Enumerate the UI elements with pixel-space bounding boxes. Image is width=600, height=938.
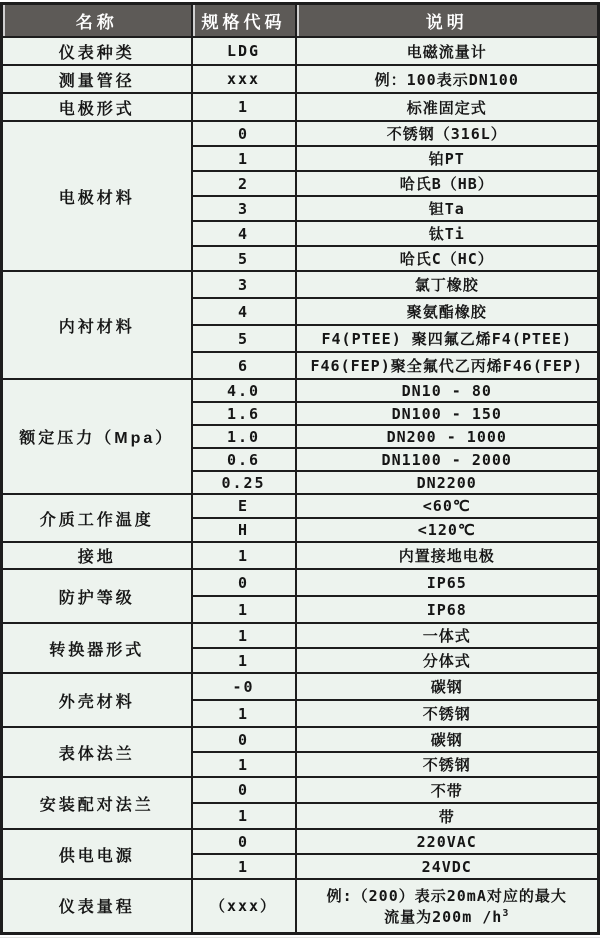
desc-cell: 电磁流量计: [296, 37, 599, 65]
section-name-cell: 仪表种类: [2, 37, 192, 65]
section-name-cell: 电极形式: [2, 93, 192, 121]
code-cell: 0: [192, 569, 296, 596]
desc-cell: 钽Ta: [296, 196, 599, 221]
code-cell: H: [192, 518, 296, 542]
code-cell: LDG: [192, 37, 296, 65]
desc-cell: <60℃: [296, 494, 599, 518]
desc-cell: 碳钢: [296, 673, 599, 700]
table-row: [2, 379, 599, 402]
desc-cell: 氯丁橡胶: [296, 271, 599, 298]
desc-cell: [296, 879, 599, 933]
code-cell: 4: [192, 221, 296, 246]
desc-cell: <120℃: [296, 518, 599, 542]
section-name-cell: 接地: [2, 542, 192, 569]
section-name-cell: 内衬材料: [2, 271, 192, 379]
desc-cell: F4(PTEE) 聚四氟乙烯F4(PTEE): [296, 325, 599, 352]
code-cell: 1: [192, 146, 296, 171]
code-cell: 3: [192, 271, 296, 298]
table-row: [2, 879, 599, 933]
code-cell: 1: [192, 542, 296, 569]
desc-cell: 不锈钢: [296, 752, 599, 777]
code-cell: 1: [192, 700, 296, 727]
desc-cell: 带: [296, 803, 599, 829]
section-name-cell: 电极材料: [2, 121, 192, 271]
table-row: [2, 271, 599, 298]
table-row: [2, 121, 599, 146]
desc-cell: 分体式: [296, 648, 599, 673]
table-row: [2, 93, 599, 121]
column-header-name: 名称: [2, 4, 192, 38]
table-row: [2, 542, 599, 569]
desc-cell: DN10 - 80: [296, 379, 599, 402]
code-cell: （xxx）: [192, 879, 296, 933]
code-cell: 3: [192, 196, 296, 221]
section-name-cell: 安装配对法兰: [2, 777, 192, 829]
desc-cell: IP68: [296, 596, 599, 623]
desc-cell: 内置接地电极: [296, 542, 599, 569]
spec-table-body: [2, 37, 599, 933]
code-cell: 2: [192, 171, 296, 196]
code-cell: 0: [192, 121, 296, 146]
superscript: 3: [502, 907, 510, 919]
spec-table-header: [2, 4, 599, 38]
desc-cell: 一体式: [296, 623, 599, 648]
desc-cell: 不锈钢: [296, 700, 599, 727]
table-row: [2, 727, 599, 752]
desc-cell: 标准固定式: [296, 93, 599, 121]
code-cell: 1.0: [192, 425, 296, 448]
desc-cell: 碳钢: [296, 727, 599, 752]
desc-cell: DN100 - 150: [296, 402, 599, 425]
section-name-cell: 转换器形式: [2, 623, 192, 673]
code-cell: 1: [192, 803, 296, 829]
section-name-cell: 防护等级: [2, 569, 192, 623]
desc-cell: 24VDC: [296, 854, 599, 879]
desc-cell: 铂PT: [296, 146, 599, 171]
desc-cell: 例：100表示DN100: [296, 65, 599, 93]
section-name-cell: 额定压力（Mpa）: [2, 379, 192, 494]
desc-cell: DN1100 - 2000: [296, 448, 599, 471]
code-cell: 1: [192, 854, 296, 879]
code-cell: 1: [192, 596, 296, 623]
desc-cell: DN2200: [296, 471, 599, 494]
code-cell: 1: [192, 752, 296, 777]
table-row: [2, 494, 599, 518]
code-cell: xxx: [192, 65, 296, 93]
table-row: [2, 65, 599, 93]
code-cell: 0: [192, 727, 296, 752]
desc-line: 流量为200m $/h^3$: [384, 907, 510, 926]
code-cell: 0: [192, 829, 296, 854]
desc-cell: 哈氏B（HB）: [296, 171, 599, 196]
code-cell: 0.6: [192, 448, 296, 471]
code-cell: 5: [192, 246, 296, 271]
code-cell: 4: [192, 298, 296, 325]
desc-cell: 220VAC: [296, 829, 599, 854]
column-header-code: 规格代码: [192, 4, 296, 38]
code-cell: E: [192, 494, 296, 518]
table-row: [2, 829, 599, 854]
desc-cell: 钛Ti: [296, 221, 599, 246]
section-name-cell: 外壳材料: [2, 673, 192, 727]
column-header-desc: 说明: [296, 4, 599, 38]
code-cell: 1.6: [192, 402, 296, 425]
section-name-cell: 表体法兰: [2, 727, 192, 777]
table-row: [2, 37, 599, 65]
table-row: [2, 569, 599, 596]
section-name-cell: 测量管径: [2, 65, 192, 93]
section-name-cell: 供电电源: [2, 829, 192, 879]
desc-cell: 聚氨酯橡胶: [296, 298, 599, 325]
desc-cell: 不锈钢（316L）: [296, 121, 599, 146]
code-cell: 0: [192, 777, 296, 803]
code-cell: 0.25: [192, 471, 296, 494]
table-row: [2, 673, 599, 700]
code-cell: 6: [192, 352, 296, 379]
desc-cell: DN200 - 1000: [296, 425, 599, 448]
table-row: [2, 777, 599, 803]
code-cell: -0: [192, 673, 296, 700]
code-cell: 1: [192, 93, 296, 121]
desc-cell: 哈氏C（HC）: [296, 246, 599, 271]
code-cell: 1: [192, 623, 296, 648]
table-row: [2, 623, 599, 648]
spec-table: [0, 2, 600, 935]
desc-cell: F46(FEP)聚全氟代乙丙烯F46(FEP): [296, 352, 599, 379]
section-name-cell: 仪表量程: [2, 879, 192, 933]
code-cell: 1: [192, 648, 296, 673]
section-name-cell: 介质工作温度: [2, 494, 192, 542]
code-cell: 5: [192, 325, 296, 352]
desc-cell: 不带: [296, 777, 599, 803]
header-row: [2, 4, 599, 38]
desc-line: 例:（200）表示20mA对应的最大: [326, 886, 567, 905]
desc-cell: IP65: [296, 569, 599, 596]
code-cell: 4.0: [192, 379, 296, 402]
